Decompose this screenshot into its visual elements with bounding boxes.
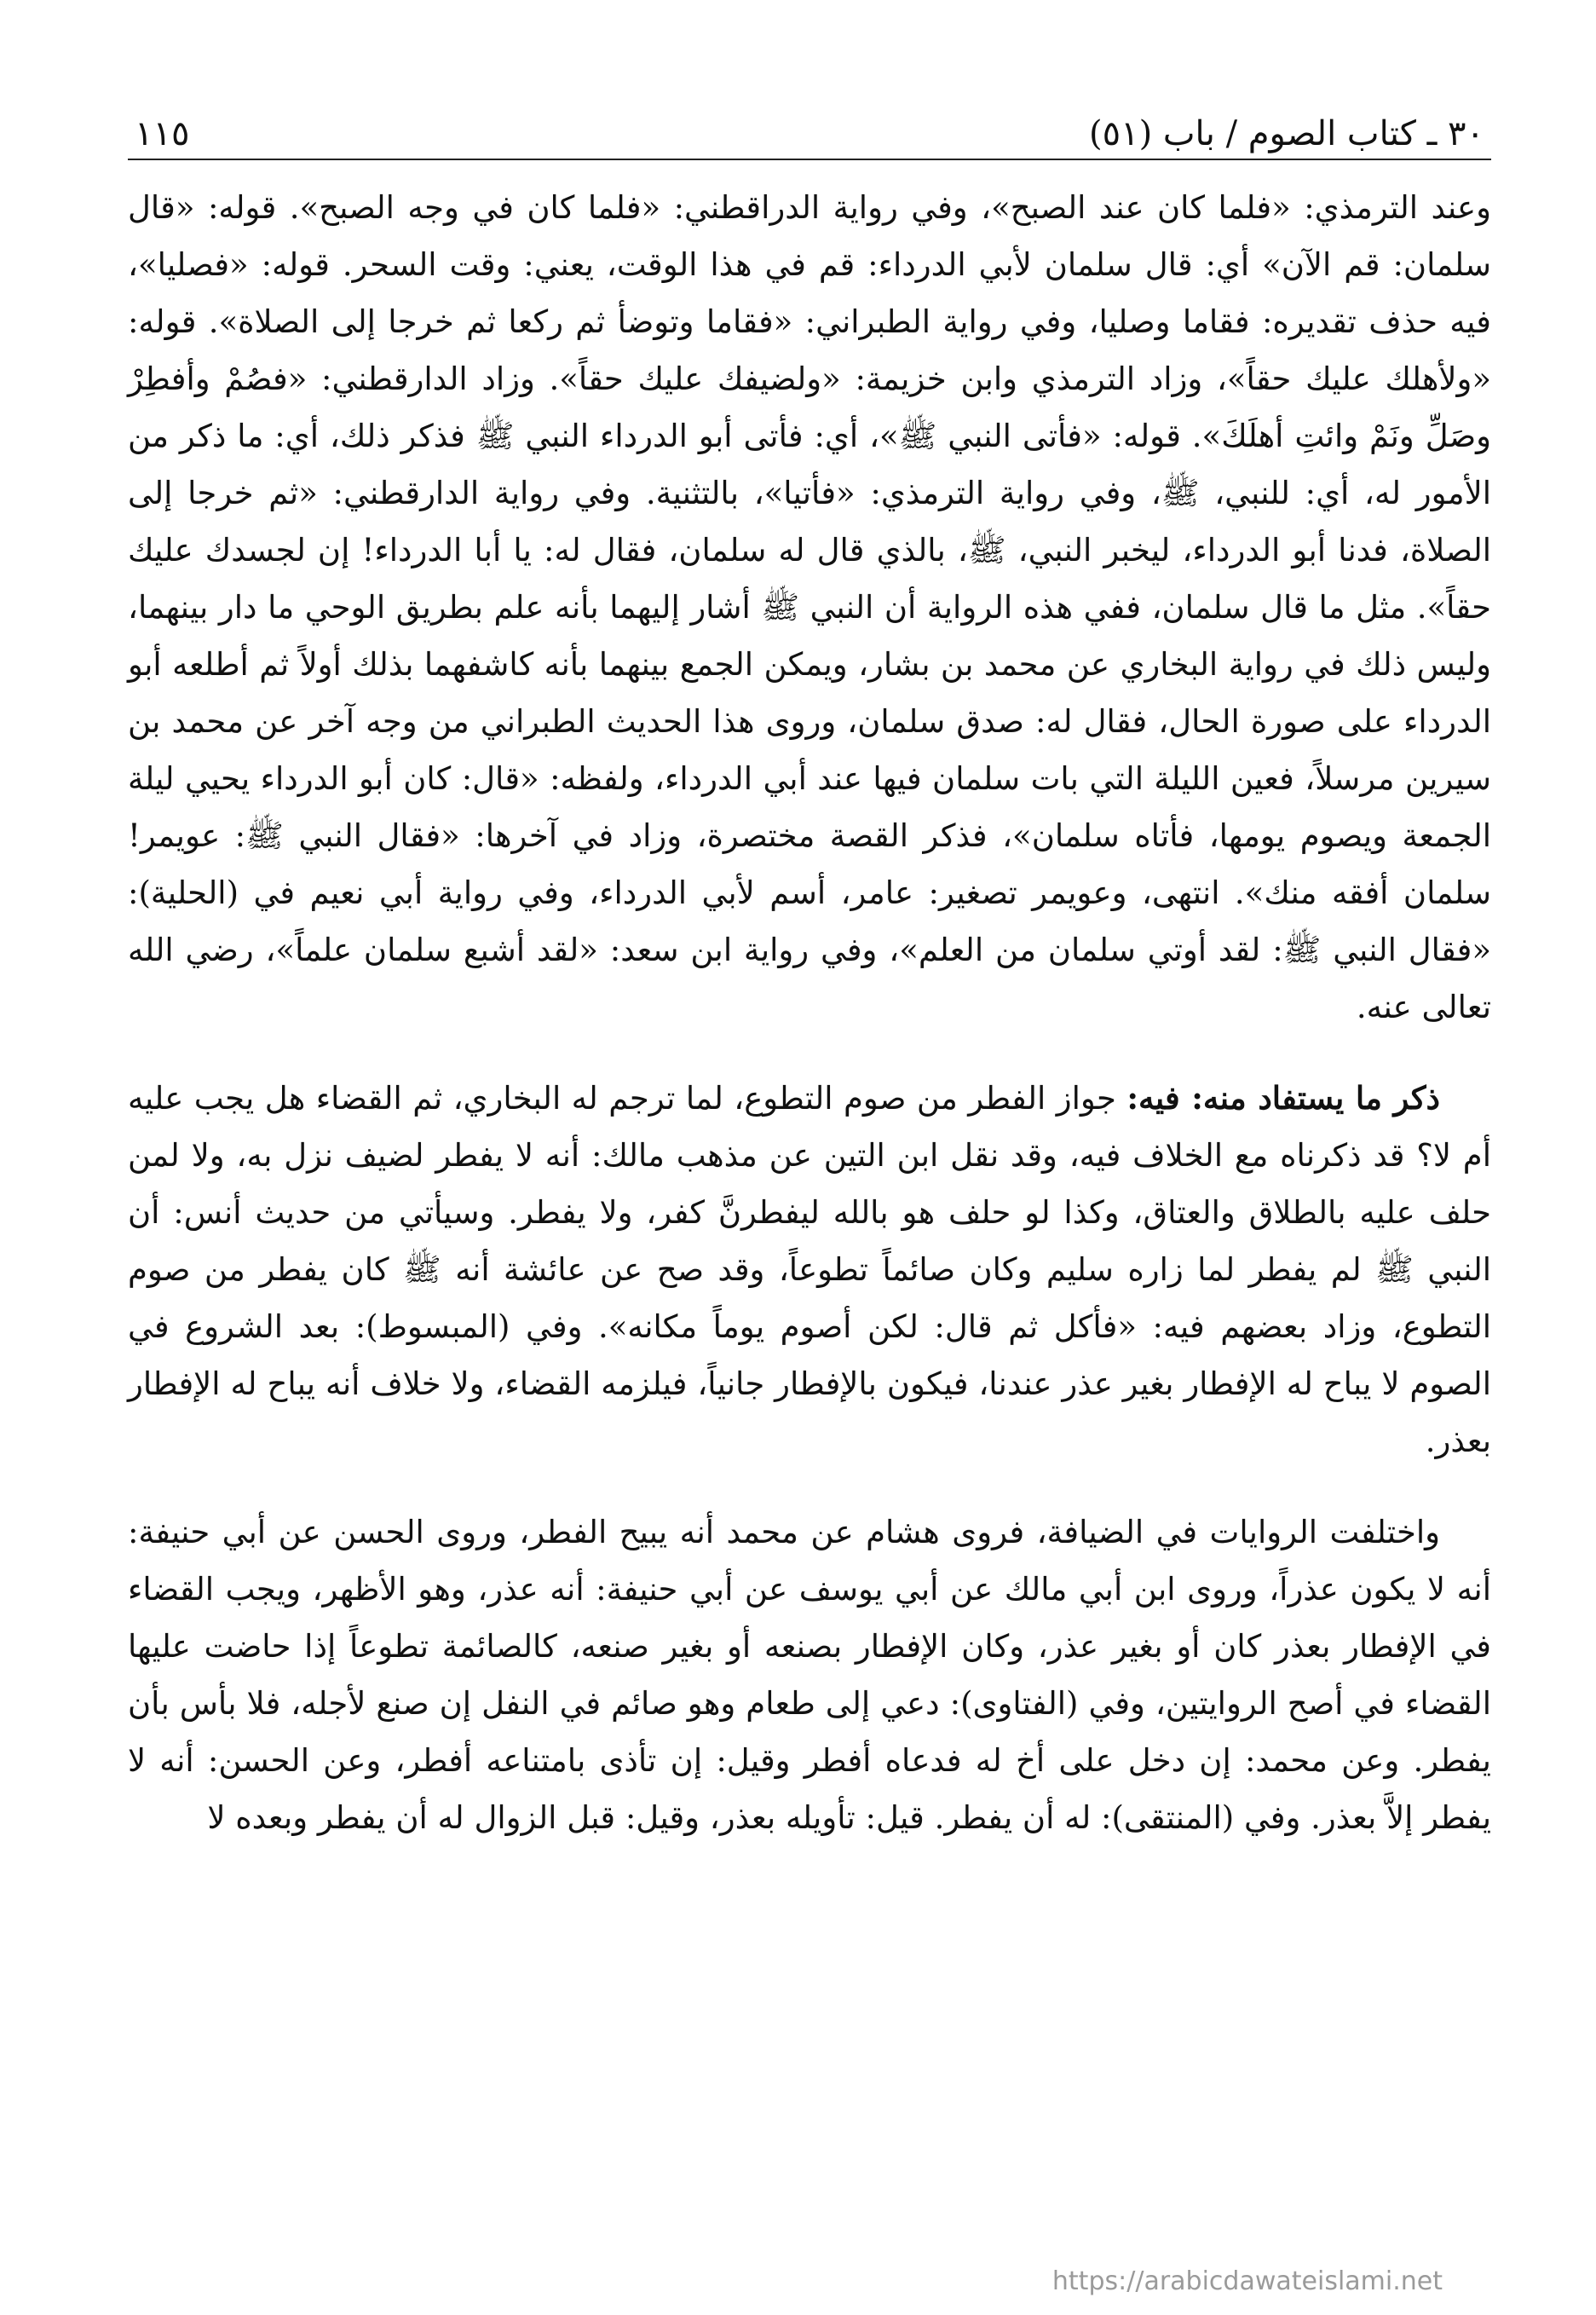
paragraph-text: وعند الترمذي: «فلما كان عند الصبح»، وفي رواية الدراقطني: «فلما كان في وجه الصبح». قوله: «قال سلمان: قم الآن» أي: قال سلمان لأبي الدرداء: قم في هذا الوقت، يعني: وقت السحر. قوله: «فصليا»، فيه حذف تقديره: فقاما وصليا، وفي رواية الطبراني: «فقاما وتوضأ ثم ركعا ثم خرجا إلى الصلاة». قوله: «ولأهلك عليك حقاً»، وزاد الترمذي وابن خزيمة: «ولضيفك عليك حقاً». وزاد الدارقطني: «فصُمْ وأفطِرْ وصَلِّ ونَمْ وائتِ أهلَكَ». قوله: «فأتى النبي ﷺ»، أي: فأتى أبو الدرداء النبي ﷺ فذكر ذلك، أي: ما ذكر من الأمور له، أي: للنبي، ﷺ، وفي رواية الترمذي: «فأتيا»، بالتثنية. وفي رواية الدارقطني: «ثم خرجا إلى الصلاة، فدنا أبو الدرداء، ليخبر النبي، ﷺ، بالذي قال له سلمان، فقال له: يا أبا الدرداء! إن لجسدك عليك حقاً». مثل ما قال سلمان، ففي هذه الرواية أن النبي ﷺ أشار إليهما بأنه علم بطريق الوحي ما دار بينهما، وليس ذلك في رواية البخاري عن محمد بن بشار، ويمكن الجمع بينهما بأنه كاشفهما بذلك أولاً ثم أطلعه أبو الدرداء على صورة الحال، فقال له: صدق سلمان، وروى هذا الحديث الطبراني من وجه آخر عن محمد بن سيرين مرسلاً، فعين الليلة التي بات سلمان فيها عند أبي الدرداء، ولفظه: «قال: كان أبو الدرداء يحيي ليلة الجمعة ويصوم يومها، فأتاه سلمان»، فذكر القصة مختصرة، وزاد في آخرها: «فقال النبي ﷺ: عويمر! سلمان أفقه منك». انتهى، وعويمر تصغير: عامر، أسم لأبي الدرداء، وفي رواية أبي نعيم في (الحلية): «فقال النبي ﷺ: لقد أوتي سلمان من العلم»، وفي رواية ابن سعد: «لقد أشبع سلمان علماً»، رضي الله تعالى عنه. [128, 189, 1491, 1025]
header-divider [128, 159, 1491, 160]
section-heading: ذكر ما يستفاد منه: فيه: [1126, 1079, 1440, 1117]
paragraph-3 [128, 1504, 1491, 1846]
book-page [128, 85, 1491, 2293]
paragraph-2 [128, 1070, 1491, 1469]
watermark-url: https://arabicdawateislami.net [1052, 2266, 1443, 2296]
page-number: ١١٥ [135, 114, 190, 153]
paragraph-text: جواز الفطر من صوم التطوع، لما ترجم له البخاري، ثم القضاء هل يجب عليه أم لا؟ قد ذكرناه مع الخلاف فيه، وقد نقل ابن التين عن مذهب مالك: أنه لا يفطر لضيف نزل به، ولا لمن حلف عليه بالطلاق والعتاق، وكذا لو حلف هو بالله ليفطرنَّ كفر، ولا يفطر. وسيأتي من حديث أنس: أن النبي ﷺ لم يفطر لما زاره سليم وكان صائماً تطوعاً، وقد صح عن عائشة أنه ﷺ كان يفطر من صوم التطوع، وزاد بعضهم فيه: «فأكل ثم قال: لكن أصوم يوماً مكانه». وفي (المبسوط): بعد الشروع في الصوم لا يباح له الإفطار بغير عذر عندنا، فيكون بالإفطار جانياً، فيلزمه القضاء، ولا خلاف أنه يباح له الإفطار بعذر. [128, 1080, 1491, 1459]
page-header [128, 85, 1491, 160]
chapter-title: ٣٠ ـ كتاب الصوم / باب (٥١) [1089, 114, 1484, 153]
page-body [128, 179, 1491, 1846]
paragraph-text: واختلفت الروايات في الضيافة، فروى هشام عن محمد أنه يبيح الفطر، وروى الحسن عن أبي حنيفة: أنه لا يكون عذراً، وروى ابن أبي مالك عن أبي يوسف عن أبي حنيفة: أنه عذر، وهو الأظهر، ويجب القضاء في الإفطار بعذر كان أو بغير عذر، وكان الإفطار بصنعه أو بغير صنعه، كالصائمة تطوعاً إذا حاضت عليها القضاء في أصح الروايتين، وفي (الفتاوى): دعي إلى طعام وهو صائم في النفل إن صنع لأجله، فلا بأس بأن يفطر. وعن محمد: إن دخل على أخ له فدعاه أفطر وقيل: إن تأذى بامتناعه أفطر، وعن الحسن: أنه لا يفطر إلاَّ بعذر. وفي (المنتقى): له أن يفطر. قيل: تأويله بعذر، وقيل: قبل الزوال له أن يفطر وبعده لا [128, 1514, 1491, 1836]
paragraph-1 [128, 179, 1491, 1036]
